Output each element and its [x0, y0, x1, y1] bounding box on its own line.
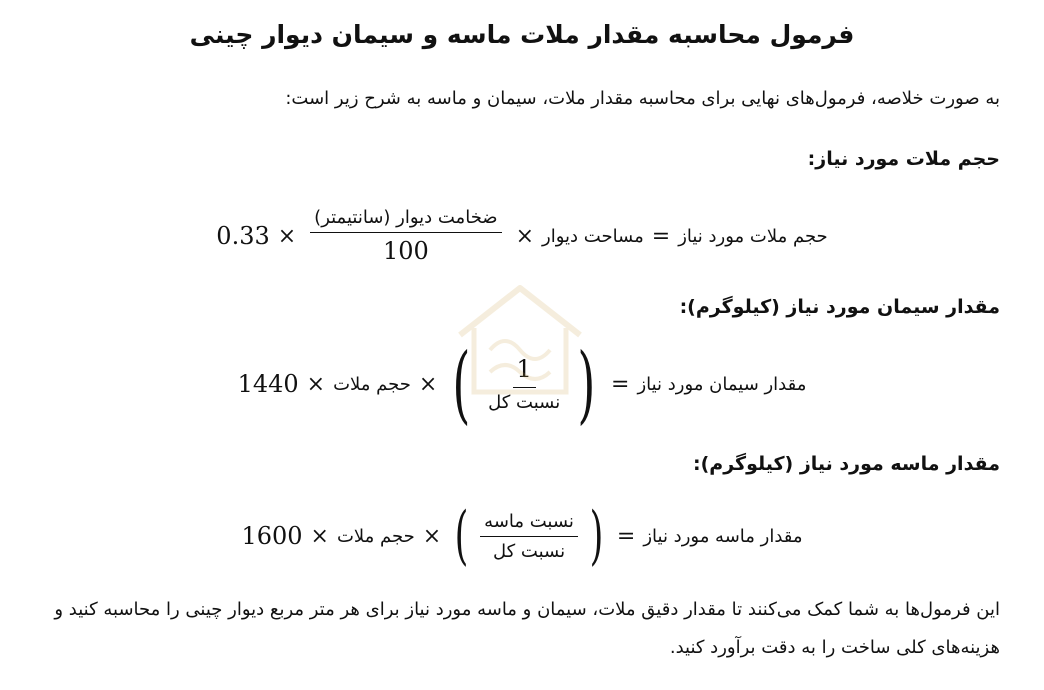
mortar-volume-heading: حجم ملات مورد نیاز:: [807, 148, 1000, 170]
house-logo-watermark-icon: [450, 280, 590, 400]
multiply-operator: ×: [418, 371, 438, 397]
intro-paragraph: به صورت خلاصه، فرمول‌های نهایی برای محاسبه مقدار ملات، سیمان و ماسه به شرح زیر است:: [285, 88, 1000, 109]
sand-amount-formula: [0, 500, 1044, 572]
fraction-denominator: نسبت کل: [493, 540, 566, 562]
equals-operator: =: [611, 371, 630, 397]
formula-lhs: مقدار سیمان مورد نیاز: [637, 373, 807, 395]
equals-operator: =: [651, 223, 671, 249]
fraction-denominator: 100: [382, 237, 429, 265]
left-paren-icon: (: [452, 335, 471, 433]
multiply-operator: ×: [515, 223, 535, 249]
formula-constant: 0.33: [216, 222, 270, 250]
fraction-numerator: ضخامت دیوار (سانتیمتر): [310, 207, 501, 233]
ratio-fraction: [480, 511, 578, 562]
mortar-volume-formula: [0, 200, 1044, 272]
conclusion-paragraph: این فرمول‌ها به شما کمک می‌کنند تا مقدار دقیق ملات، سیمان و ماسه مورد نیاز برای هر متر مربع دیوار چینی را محاسبه کنید و هزینه‌های کلی ساخت را به دقت برآورد کنید.: [54, 599, 1000, 658]
cement-amount-heading: مقدار سیمان مورد نیاز (کیلوگرم):: [679, 296, 1000, 318]
formula-lhs: حجم ملات مورد نیاز: [678, 225, 828, 247]
multiply-operator: ×: [310, 523, 329, 549]
multiply-operator: ×: [422, 523, 442, 549]
left-paren-icon: (: [454, 499, 469, 573]
fraction-denominator: نسبت کل: [488, 392, 561, 413]
fraction-numerator: نسبت ماسه: [480, 511, 578, 537]
right-paren-icon: ): [577, 335, 596, 433]
page-title: فرمول محاسبه مقدار ملات ماسه و سیمان دیوار چینی: [189, 20, 855, 49]
mortar-volume-term: حجم ملات: [333, 373, 411, 395]
formula-constant: 1440: [237, 370, 299, 398]
sand-amount-heading: مقدار ماسه مورد نیاز (کیلوگرم):: [693, 453, 1000, 475]
formula-lhs: مقدار ماسه مورد نیاز: [643, 525, 803, 547]
wall-area-term: مساحت دیوار: [542, 225, 644, 247]
right-paren-icon: ): [589, 499, 604, 573]
multiply-operator: ×: [306, 371, 326, 397]
thickness-fraction: [310, 207, 501, 265]
formula-constant: 1600: [241, 522, 303, 550]
mortar-volume-term: حجم ملات: [336, 525, 415, 547]
equals-operator: =: [616, 523, 636, 549]
fraction-numerator: 1: [513, 355, 536, 388]
multiply-operator: ×: [277, 223, 297, 249]
